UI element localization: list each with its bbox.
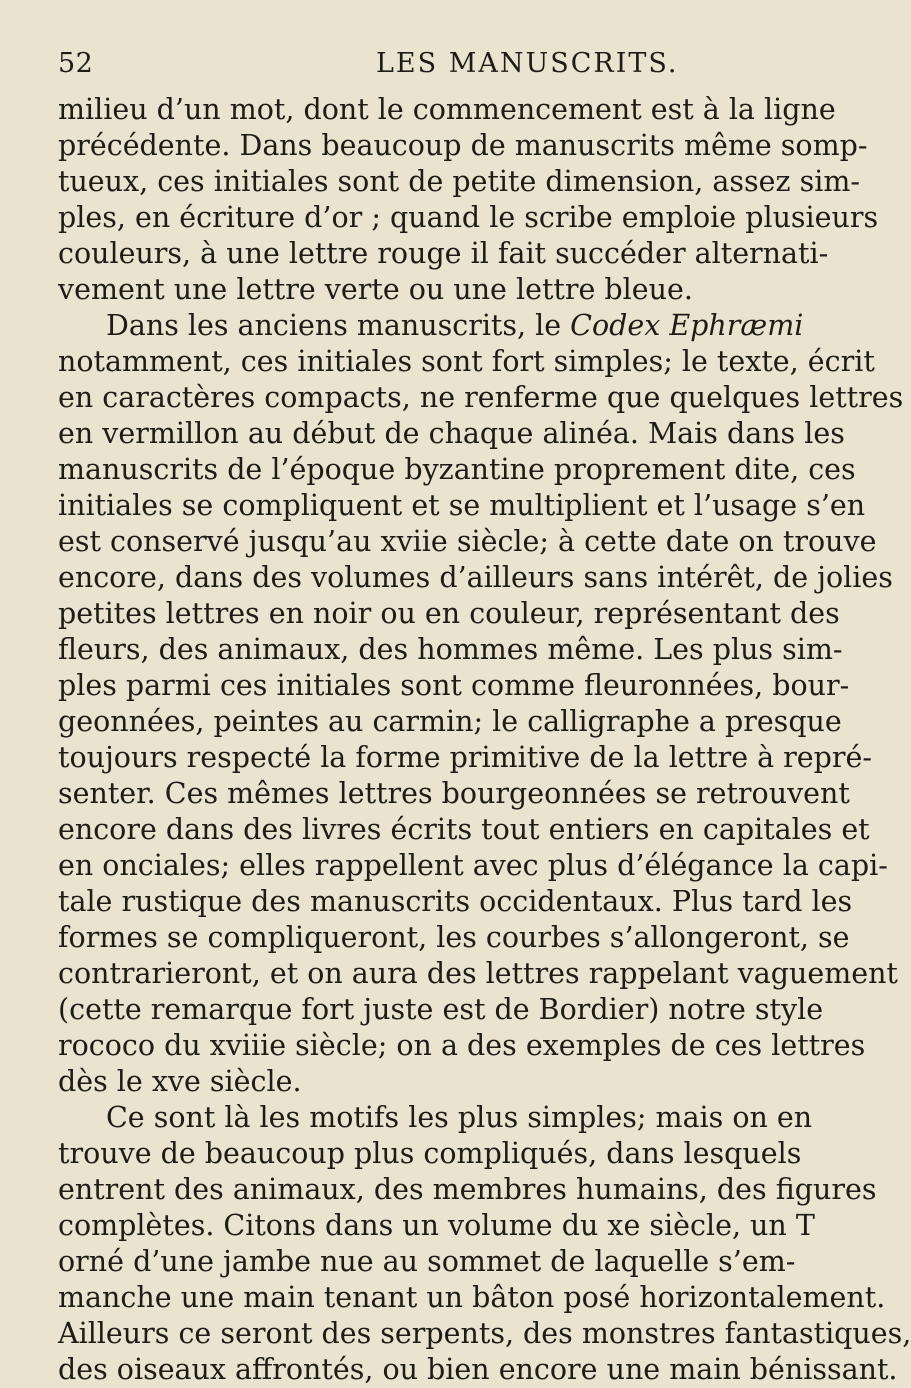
text-line: précédente. Dans beaucoup de manuscrits même somp- bbox=[58, 129, 868, 162]
text-line: entrent des animaux, des membres humains, des figures bbox=[58, 1173, 877, 1206]
text-line: notamment, ces initiales sont fort simples; le texte, écrit bbox=[58, 345, 875, 378]
text-line: encore, dans des volumes d’ailleurs sans intérêt, de jolies bbox=[58, 561, 893, 594]
text-line: initiales se compliquent et se multiplient et l’usage s’en bbox=[58, 489, 866, 522]
text-line: formes se compliqueront, les courbes s’allongeront, se bbox=[58, 921, 850, 954]
text-line: toujours respecté la forme primitive de la lettre à repré- bbox=[58, 741, 873, 774]
text-line: petites lettres en noir ou en couleur, représentant des bbox=[58, 597, 840, 630]
text-line: trouve de beaucoup plus compliqués, dans lesquels bbox=[58, 1137, 802, 1170]
page-header bbox=[58, 48, 748, 88]
text-line: tale rustique des manuscrits occidentaux. Plus tard les bbox=[58, 885, 853, 918]
text-line: manuscrits de l’époque byzantine proprement dite, ces bbox=[58, 453, 856, 486]
text-fragment: Dans les anciens manuscrits, le Codex Ephræmi bbox=[106, 309, 804, 342]
text-line: en onciales; elles rappellent avec plus d’élégance la capi- bbox=[58, 849, 888, 882]
paragraph-start-line: Ce sont là les motifs les plus simples; mais on en bbox=[106, 1101, 813, 1134]
text-line: en vermillon au début de chaque alinéa. Mais dans les bbox=[58, 417, 845, 450]
text-line: dès le xve siècle. bbox=[58, 1065, 302, 1098]
text-line: fleurs, des animaux, des hommes même. Les plus sim- bbox=[58, 633, 843, 666]
page-number: 52 bbox=[58, 48, 94, 79]
text-line: Ailleurs ce seront des serpents, des monstres fantastiques, bbox=[58, 1317, 911, 1350]
text-line: complètes. Citons dans un volume du xe siècle, un T bbox=[58, 1209, 815, 1242]
text-line: ples, en écriture d’or ; quand le scribe emploie plusieurs bbox=[58, 201, 879, 234]
text-line: vement une lettre verte ou une lettre bleue. bbox=[58, 273, 693, 306]
text-line: contrarieront, et on aura des lettres rappelant vaguement bbox=[58, 957, 898, 990]
text-line: tueux, ces initiales sont de petite dimension, assez sim- bbox=[58, 165, 860, 198]
text-line: est conservé jusqu’au xviie siècle; à cette date on trouve bbox=[58, 525, 877, 558]
text-line: ples parmi ces initiales sont comme fleuronnées, bour- bbox=[58, 669, 850, 702]
text-line: geonnées, peintes au carmin; le calligraphe a presque bbox=[58, 705, 842, 738]
italic-title: Codex Ephræmi bbox=[570, 309, 804, 342]
text-line: rococo du xviiie siècle; on a des exemples de ces lettres bbox=[58, 1029, 866, 1062]
paragraph-start-line bbox=[106, 308, 804, 344]
text-line: (cette remarque fort juste est de Bordier) notre style bbox=[58, 993, 824, 1026]
text-line: milieu d’un mot, dont le commencement est à la ligne bbox=[58, 93, 836, 126]
text-line: manche une main tenant un bâton posé horizontalement. bbox=[58, 1281, 886, 1314]
text-line: couleurs, à une lettre rouge il fait succéder alternati- bbox=[58, 237, 829, 270]
text-line: orné d’une jambe nue au sommet de laquelle s’em- bbox=[58, 1245, 796, 1278]
text-line: en caractères compacts, ne renferme que quelques lettres bbox=[58, 381, 904, 414]
text-line: senter. Ces mêmes lettres bourgeonnées se retrouvent bbox=[58, 777, 850, 810]
text-line: encore dans des livres écrits tout entiers en capitales et bbox=[58, 813, 870, 846]
text-line: des oiseaux affrontés, ou bien encore une main bénissant. bbox=[58, 1353, 898, 1386]
running-title: LES MANUSCRITS. bbox=[376, 48, 679, 79]
